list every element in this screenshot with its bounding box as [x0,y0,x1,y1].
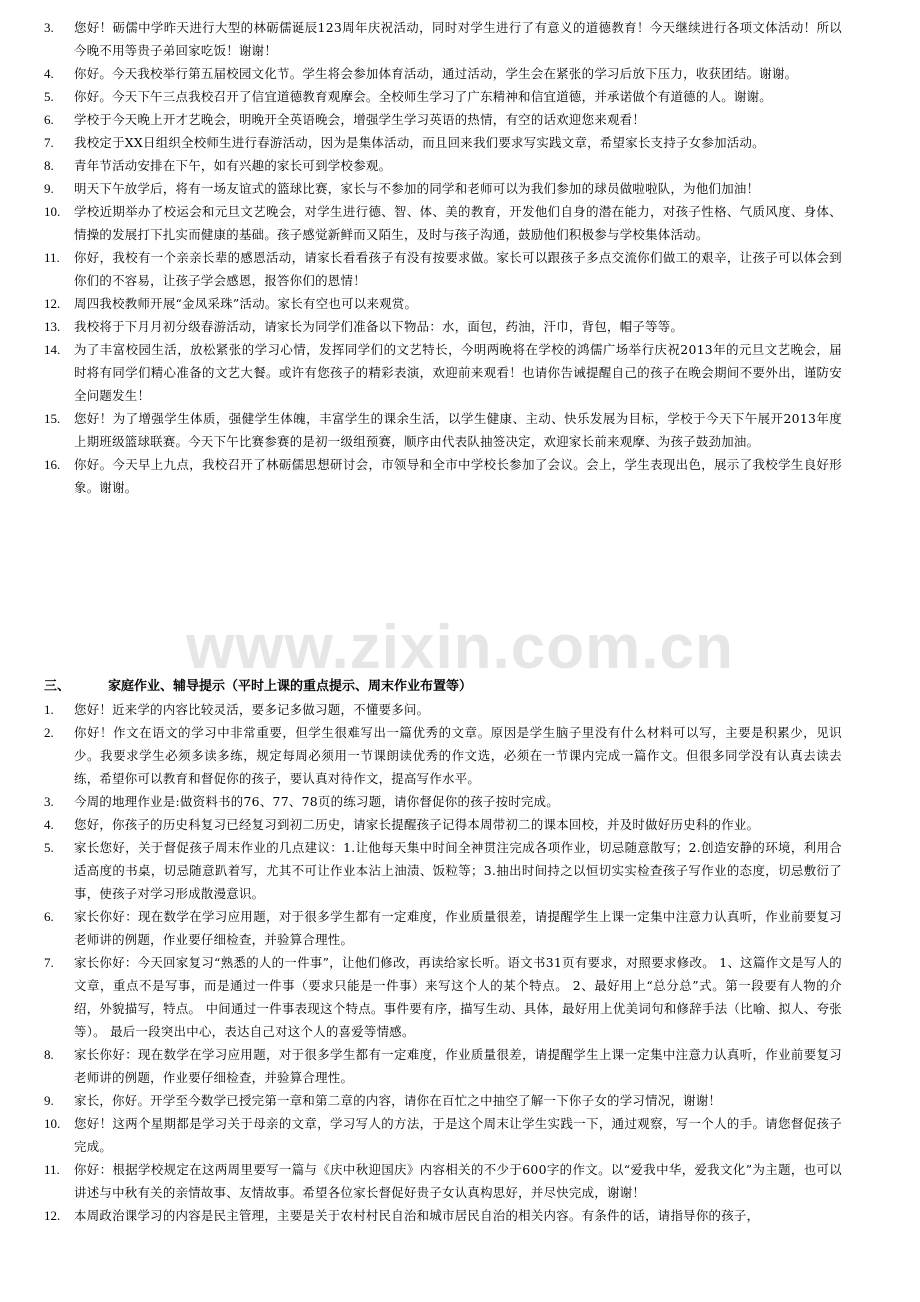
item-number: 11. [44,1162,60,1177]
item-text: 您好！为了增强学生体质，强健学生体魄，丰富学生的课余生活，以学生健康、主动、快乐发展为目标，学校于今天下午展开2013年度上期班级篮球联赛。今天下午比赛参赛的是初一级组预赛，顺序由代表队抽签决定，欢迎家长前来观摩、为孩子鼓劲加油。 [74,411,842,449]
item-text: 您好，你孩子的历史科复习已经复习到初二历史，请家长提醒孩子记得本周带初二的课本回校，并及时做好历史科的作业。 [74,817,760,832]
item-text: 学校近期举办了校运会和元旦文艺晚会，对学生进行德、智、体、美的教育，开发他们自身的潜在能力，对孩子性格、气质风度、身体、情操的发展打下扎实而健康的基础。孩子感觉新鲜而又陌生，及时与孩子沟通，鼓励他们积极参与学校集体活动。 [74,204,842,242]
item-number: 2. [44,725,54,740]
item-number: 8. [44,1047,54,1062]
list-item [0,698,920,721]
section-title: 家庭作业、辅导提示（平时上课的重点提示、周末作业布置等） [108,679,473,694]
item-text: 今周的地理作业是:做资料书的76、77、78页的练习题，请你督促你的孩子按时完成。 [74,794,560,809]
list-item [0,721,920,790]
item-number: 7. [44,955,54,970]
item-number: 14. [44,342,61,357]
list-item [0,905,920,951]
item-number: 15. [44,411,61,426]
list-item [0,315,920,338]
item-text: 你好。今天早上九点，我校召开了林砺儒思想研讨会，市领导和全市中学校长参加了会议。会上，学生表现出色，展示了我校学生良好形象。谢谢。 [74,457,842,495]
list-item [0,951,920,1043]
item-number: 16. [44,457,61,472]
item-text: 明天下午放学后，将有一场友谊式的篮球比赛，家长与不参加的同学和老师可以为我们参加的球员做啦啦队，为他们加油！ [74,181,760,196]
list-item [0,1112,920,1158]
section-number: 三、 [44,679,71,694]
item-text: 我校将于下月月初分级春游活动，请家长为同学们准备以下物品：水，面包，药油，汗巾，背包，帽子等等。 [74,319,684,334]
item-number: 7. [44,135,54,150]
list-item [0,1089,920,1112]
item-text: 您好！这两个星期都是学习关于母亲的文章，学习写人的方法，于是这个周末让学生实践一下，通过观察，写一个人的手。请您督促孩子完成。 [74,1116,842,1154]
list-item [0,1043,920,1089]
item-number: 12. [44,1208,61,1223]
item-text: 为了丰富校园生活，放松紧张的学习心情，发挥同学们的文艺特长，今明两晚将在学校的鸿儒广场举行庆祝2013年的元旦文艺晚会，届时将有同学们精心准备的文艺大餐。或许有您孩子的精彩表演，欢迎前来观看！也请你告诫提醒自己的孩子在晚会期间不要外出，谨防安全问题发生！ [74,342,842,403]
list-item [0,154,920,177]
item-number: 5. [44,89,54,104]
list-item [0,200,920,246]
item-text: 你好。今天下午三点我校召开了信宜道德教育观摩会。全校师生学习了广东精神和信宜道德，并承诺做个有道德的人。谢谢。 [74,89,772,104]
item-number: 6. [44,909,54,924]
list-item [0,85,920,108]
item-number: 12. [44,296,61,311]
list-item [0,108,920,131]
list-item [0,1204,920,1227]
item-number: 5. [44,840,54,855]
item-number: 8. [44,158,54,173]
section-heading [44,676,904,698]
item-number: 3. [44,20,54,35]
list-item [0,292,920,315]
item-text: 青年节活动安排在下午，如有兴趣的家长可到学校参观。 [74,158,392,173]
item-number: 13. [44,319,61,334]
item-number: 3. [44,794,54,809]
list-item [0,1158,920,1204]
item-text: 家长，你好。开学至今数学已授完第一章和第二章的内容，请你在百忙之中抽空了解一下你子女的学习情况，谢谢！ [74,1093,722,1108]
item-number: 6. [44,112,54,127]
item-text: 学校于今天晚上开才艺晚会，明晚开全英语晚会，增强学生学习英语的热情，有空的话欢迎您来观看！ [74,112,646,127]
item-number: 9. [44,181,54,196]
list-item [0,246,920,292]
item-text: 家长您好，关于督促孩子周末作业的几点建议：1.让他每天集中时间全神贯注完成各项作业，切忌随意散写；2.创造安静的环境，利用合适高度的书桌，切忌随意趴着写，尤其不可让作业本沾上油渍、饭粒等；3.抽出时间持之以恒切实实检查孩子写作业的态度，切忌敷衍了事，使孩子对学习形成散漫意识。 [74,840,842,901]
item-text: 你好。今天我校举行第五届校园文化节。学生将会参加体育活动，通过活动，学生会在紧张的学习后放下压力，收获团结。谢谢。 [74,66,798,81]
list-item [0,62,920,85]
item-text: 您好！近来学的内容比较灵活，要多记多做习题，不懂要多问。 [74,702,430,717]
item-text: 本周政治课学习的内容是民主管理，主要是关于农村村民自治和城市居民自治的相关内容。有条件的话，请指导你的孩子， [74,1208,760,1223]
item-text: 我校定于XX日组织全校师生进行春游活动，因为是集体活动，而且回来我们要求写实践文章，希望家长支持子女参加活动。 [74,135,765,150]
item-text: 你好！作文在语文的学习中非常重要，但学生很难写出一篇优秀的文章。原因是学生脑子里没有什么材料可以写，主要是积累少，见识少。我要求学生必须多读多练，规定每周必须用一节课朗读优秀的作文选，必须在一节课内完成一篇作文。但很多同学没有认真去读去练，希望你可以教育和督促你的孩子，要认真对待作文，提高写作水平。 [74,725,842,786]
item-text: 你好：根据学校规定在这两周里要写一篇与《庆中秋迎国庆》内容相关的不少于600字的作文。以“爱我中华，爱我文化”为主题，也可以讲述与中秋有关的亲情故事、友情故事。希望各位家长督促好贵子女认真构思好，并尽快完成，谢谢！ [74,1162,842,1200]
item-text: 您好！砺儒中学昨天进行大型的林砺儒诞辰123周年庆祝活动，同时对学生进行了有意义的道德教育！今天继续进行各项文体活动！所以今晚不用等贵子弟回家吃饭！谢谢！ [74,20,842,58]
list-item [0,177,920,200]
item-number: 4. [44,66,54,81]
item-text: 周四我校教师开展“金凤采珠”活动。家长有空也可以来观赏。 [74,296,418,311]
item-number: 10. [44,1116,61,1131]
item-number: 10. [44,204,61,219]
list-item [0,836,920,905]
list-item [0,813,920,836]
item-text: 家长你好：现在数学在学习应用题，对于很多学生都有一定难度，作业质量很差，请提醒学生上课一定集中注意力认真听，作业前要复习老师讲的例题，作业要仔细检查，并验算合理性。 [74,909,842,947]
list-item [0,407,920,453]
item-text: 家长你好：今天回家复习“熟悉的人的一件事”，让他们修改，再读给家长听。语文书31页有要求，对照要求修改。 1、这篇作文是写人的文章，重点不是写事，而是通过一件事（要求只能是一件事）来写这个人的某个特点。 2、最好用上“总分总”式。第一段要有人物的介绍，外貌描写，特点。 中间通过一件事表现这个特点。事件要有序，描写生动、具体，最好用上优美词句和修辞手法（比喻、拟人、夸张等）。 最后一段突出中心，表达自己对这个人的喜爱等情感。 [74,955,842,1039]
item-text: 你好，我校有一个亲亲长辈的感恩活动，请家长看看孩子有没有按要求做。家长可以跟孩子多点交流你们做工的艰辛，让孩子可以体会到你们的不容易，让孩子学会感恩，报答你们的恩情！ [74,250,842,288]
list-item [0,453,920,499]
list-item [0,131,920,154]
item-number: 1. [44,702,54,717]
item-number: 11. [44,250,60,265]
notice-list [0,16,920,499]
watermark: www.zixin.com.cn [186,613,734,682]
list-item [0,790,920,813]
list-item [0,16,920,62]
homework-list [0,698,920,1227]
item-number: 9. [44,1093,54,1108]
item-text: 家长你好：现在数学在学习应用题，对于很多学生都有一定难度，作业质量很差，请提醒学生上课一定集中注意力认真听，作业前要复习老师讲的例题，作业要仔细检查，并验算合理性。 [74,1047,842,1085]
item-number: 4. [44,817,54,832]
list-item [0,338,920,407]
